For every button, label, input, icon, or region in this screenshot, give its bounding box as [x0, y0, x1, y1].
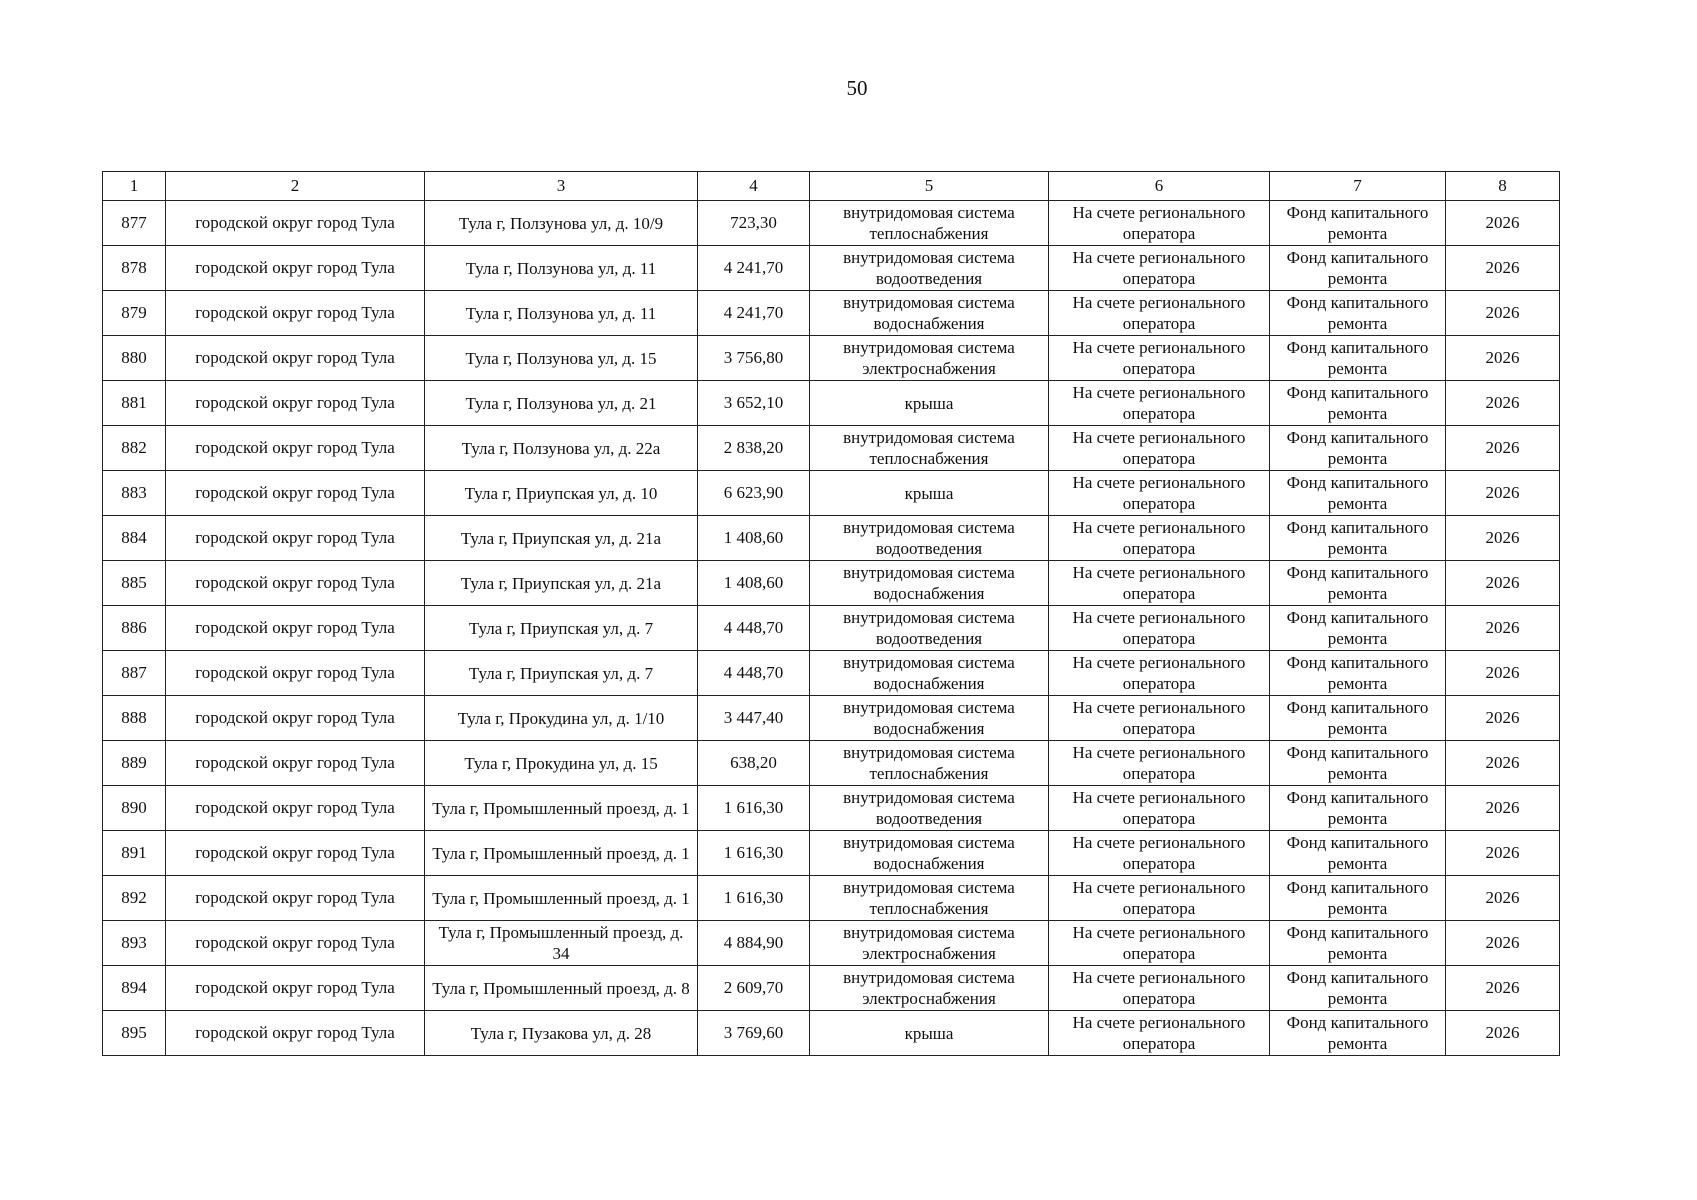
municipality-cell: городской округ город Тула — [166, 246, 425, 291]
municipality-cell: городской округ город Тула — [166, 426, 425, 471]
year-cell: 2026 — [1446, 291, 1560, 336]
funding-source-cell: Фонд капитального ремонта — [1270, 876, 1446, 921]
row-number-cell: 892 — [103, 876, 166, 921]
municipality-cell: городской округ город Тула — [166, 516, 425, 561]
header-col-area: 4 — [698, 172, 810, 201]
table-row — [103, 561, 1560, 606]
header-col-work-type: 5 — [810, 172, 1049, 201]
address-cell: Тула г, Ползунова ул, д. 11 — [425, 291, 698, 336]
area-cell: 6 623,90 — [698, 471, 810, 516]
municipality-cell: городской округ город Тула — [166, 201, 425, 246]
table-row — [103, 651, 1560, 696]
address-cell: Тула г, Ползунова ул, д. 15 — [425, 336, 698, 381]
municipality-cell: городской округ город Тула — [166, 786, 425, 831]
municipality-cell: городской округ город Тула — [166, 471, 425, 516]
funding-source-cell: Фонд капитального ремонта — [1270, 246, 1446, 291]
fund-method-cell: На счете регионального оператора — [1049, 831, 1270, 876]
address-cell: Тула г, Приупская ул, д. 21а — [425, 516, 698, 561]
area-cell: 1 408,60 — [698, 516, 810, 561]
table-row — [103, 291, 1560, 336]
fund-method-cell: На счете регионального оператора — [1049, 651, 1270, 696]
row-number-cell: 886 — [103, 606, 166, 651]
row-number-cell: 888 — [103, 696, 166, 741]
address-cell: Тула г, Промышленный проезд, д. 1 — [425, 831, 698, 876]
table-row — [103, 786, 1560, 831]
municipality-cell: городской округ город Тула — [166, 1011, 425, 1056]
area-cell: 1 616,30 — [698, 786, 810, 831]
year-cell: 2026 — [1446, 696, 1560, 741]
year-cell: 2026 — [1446, 561, 1560, 606]
funding-source-cell: Фонд капитального ремонта — [1270, 921, 1446, 966]
work-type-cell: крыша — [810, 1011, 1049, 1056]
year-cell: 2026 — [1446, 876, 1560, 921]
municipality-cell: городской округ город Тула — [166, 831, 425, 876]
funding-source-cell: Фонд капитального ремонта — [1270, 741, 1446, 786]
fund-method-cell: На счете регионального оператора — [1049, 471, 1270, 516]
table-row — [103, 471, 1560, 516]
fund-method-cell: На счете регионального оператора — [1049, 201, 1270, 246]
year-cell: 2026 — [1446, 336, 1560, 381]
year-cell: 2026 — [1446, 246, 1560, 291]
fund-method-cell: На счете регионального оператора — [1049, 381, 1270, 426]
funding-source-cell: Фонд капитального ремонта — [1270, 516, 1446, 561]
year-cell: 2026 — [1446, 381, 1560, 426]
table-body — [103, 201, 1560, 1056]
address-cell: Тула г, Прокудина ул, д. 1/10 — [425, 696, 698, 741]
row-number-cell: 879 — [103, 291, 166, 336]
area-cell: 4 241,70 — [698, 291, 810, 336]
address-cell: Тула г, Приупская ул, д. 21а — [425, 561, 698, 606]
table-row — [103, 921, 1560, 966]
row-number-cell: 883 — [103, 471, 166, 516]
fund-method-cell: На счете регионального оператора — [1049, 246, 1270, 291]
funding-source-cell: Фонд капитального ремонта — [1270, 966, 1446, 1011]
municipality-cell: городской округ город Тула — [166, 381, 425, 426]
address-cell: Тула г, Приупская ул, д. 10 — [425, 471, 698, 516]
fund-method-cell: На счете регионального оператора — [1049, 1011, 1270, 1056]
year-cell: 2026 — [1446, 1011, 1560, 1056]
year-cell: 2026 — [1446, 516, 1560, 561]
year-cell: 2026 — [1446, 741, 1560, 786]
work-type-cell: внутридомовая система водоотведения — [810, 516, 1049, 561]
address-cell: Тула г, Промышленный проезд, д. 34 — [425, 921, 698, 966]
area-cell: 3 756,80 — [698, 336, 810, 381]
table-row — [103, 696, 1560, 741]
work-type-cell: внутридомовая система водоотведения — [810, 246, 1049, 291]
municipality-cell: городской округ город Тула — [166, 561, 425, 606]
area-cell: 4 448,70 — [698, 606, 810, 651]
row-number-cell: 890 — [103, 786, 166, 831]
work-type-cell: внутридомовая система водоснабжения — [810, 696, 1049, 741]
row-number-cell: 880 — [103, 336, 166, 381]
fund-method-cell: На счете регионального оператора — [1049, 426, 1270, 471]
work-type-cell: внутридомовая система теплоснабжения — [810, 876, 1049, 921]
municipality-cell: городской округ город Тула — [166, 876, 425, 921]
header-col-year: 8 — [1446, 172, 1560, 201]
row-number-cell: 878 — [103, 246, 166, 291]
fund-method-cell: На счете регионального оператора — [1049, 966, 1270, 1011]
municipality-cell: городской округ город Тула — [166, 966, 425, 1011]
work-type-cell: внутридомовая система водоотведения — [810, 606, 1049, 651]
address-cell: Тула г, Приупская ул, д. 7 — [425, 606, 698, 651]
table-row — [103, 426, 1560, 471]
year-cell: 2026 — [1446, 831, 1560, 876]
municipality-cell: городской округ город Тула — [166, 336, 425, 381]
table-header — [103, 172, 1560, 201]
address-cell: Тула г, Промышленный проезд, д. 1 — [425, 786, 698, 831]
funding-source-cell: Фонд капитального ремонта — [1270, 201, 1446, 246]
address-cell: Тула г, Прокудина ул, д. 15 — [425, 741, 698, 786]
municipality-cell: городской округ город Тула — [166, 696, 425, 741]
row-number-cell: 877 — [103, 201, 166, 246]
work-type-cell: внутридомовая система электроснабжения — [810, 966, 1049, 1011]
header-col-municipality: 2 — [166, 172, 425, 201]
header-col-fund-method: 6 — [1049, 172, 1270, 201]
row-number-cell: 893 — [103, 921, 166, 966]
year-cell: 2026 — [1446, 966, 1560, 1011]
municipality-cell: городской округ город Тула — [166, 291, 425, 336]
table-row — [103, 831, 1560, 876]
address-cell: Тула г, Промышленный проезд, д. 1 — [425, 876, 698, 921]
row-number-cell: 881 — [103, 381, 166, 426]
municipality-cell: городской округ город Тула — [166, 651, 425, 696]
fund-method-cell: На счете регионального оператора — [1049, 786, 1270, 831]
year-cell: 2026 — [1446, 786, 1560, 831]
address-cell: Тула г, Ползунова ул, д. 10/9 — [425, 201, 698, 246]
work-type-cell: внутридомовая система водоотведения — [810, 786, 1049, 831]
table-row — [103, 606, 1560, 651]
fund-method-cell: На счете регионального оператора — [1049, 606, 1270, 651]
area-cell: 1 616,30 — [698, 876, 810, 921]
work-type-cell: внутридомовая система теплоснабжения — [810, 201, 1049, 246]
work-type-cell: внутридомовая система электроснабжения — [810, 336, 1049, 381]
address-cell: Тула г, Приупская ул, д. 7 — [425, 651, 698, 696]
funding-source-cell: Фонд капитального ремонта — [1270, 561, 1446, 606]
row-number-cell: 894 — [103, 966, 166, 1011]
work-type-cell: внутридомовая система водоснабжения — [810, 831, 1049, 876]
year-cell: 2026 — [1446, 651, 1560, 696]
address-cell: Тула г, Ползунова ул, д. 11 — [425, 246, 698, 291]
area-cell: 4 241,70 — [698, 246, 810, 291]
municipality-cell: городской округ город Тула — [166, 606, 425, 651]
table-row — [103, 1011, 1560, 1056]
fund-method-cell: На счете регионального оператора — [1049, 921, 1270, 966]
funding-source-cell: Фонд капитального ремонта — [1270, 471, 1446, 516]
funding-source-cell: Фонд капитального ремонта — [1270, 786, 1446, 831]
table-row — [103, 876, 1560, 921]
header-col-row-number: 1 — [103, 172, 166, 201]
fund-method-cell: На счете регионального оператора — [1049, 696, 1270, 741]
table-row — [103, 336, 1560, 381]
address-cell: Тула г, Промышленный проезд, д. 8 — [425, 966, 698, 1011]
area-cell: 2 609,70 — [698, 966, 810, 1011]
municipality-cell: городской округ город Тула — [166, 921, 425, 966]
municipality-cell: городской округ город Тула — [166, 741, 425, 786]
area-cell: 3 447,40 — [698, 696, 810, 741]
table-row — [103, 381, 1560, 426]
area-cell: 4 884,90 — [698, 921, 810, 966]
row-number-cell: 887 — [103, 651, 166, 696]
table-row — [103, 516, 1560, 561]
area-cell: 3 769,60 — [698, 1011, 810, 1056]
area-cell: 723,30 — [698, 201, 810, 246]
row-number-cell: 895 — [103, 1011, 166, 1056]
header-row — [103, 172, 1560, 201]
table-row — [103, 201, 1560, 246]
work-type-cell: внутридомовая система теплоснабжения — [810, 426, 1049, 471]
year-cell: 2026 — [1446, 471, 1560, 516]
year-cell: 2026 — [1446, 426, 1560, 471]
area-cell: 3 652,10 — [698, 381, 810, 426]
year-cell: 2026 — [1446, 606, 1560, 651]
area-cell: 4 448,70 — [698, 651, 810, 696]
funding-source-cell: Фонд капитального ремонта — [1270, 651, 1446, 696]
fund-method-cell: На счете регионального оператора — [1049, 561, 1270, 606]
work-type-cell: внутридомовая система электроснабжения — [810, 921, 1049, 966]
work-type-cell: крыша — [810, 471, 1049, 516]
row-number-cell: 884 — [103, 516, 166, 561]
address-cell: Тула г, Пузакова ул, д. 28 — [425, 1011, 698, 1056]
work-type-cell: внутридомовая система теплоснабжения — [810, 741, 1049, 786]
table-row — [103, 246, 1560, 291]
row-number-cell: 882 — [103, 426, 166, 471]
area-cell: 638,20 — [698, 741, 810, 786]
funding-source-cell: Фонд капитального ремонта — [1270, 291, 1446, 336]
header-col-funding-source: 7 — [1270, 172, 1446, 201]
address-cell: Тула г, Ползунова ул, д. 21 — [425, 381, 698, 426]
funding-source-cell: Фонд капитального ремонта — [1270, 336, 1446, 381]
row-number-cell: 891 — [103, 831, 166, 876]
fund-method-cell: На счете регионального оператора — [1049, 876, 1270, 921]
funding-source-cell: Фонд капитального ремонта — [1270, 831, 1446, 876]
funding-source-cell: Фонд капитального ремонта — [1270, 606, 1446, 651]
page-number: 50 — [846, 76, 868, 100]
funding-source-cell: Фонд капитального ремонта — [1270, 426, 1446, 471]
fund-method-cell: На счете регионального оператора — [1049, 516, 1270, 561]
work-type-cell: крыша — [810, 381, 1049, 426]
year-cell: 2026 — [1446, 921, 1560, 966]
header-col-address: 3 — [425, 172, 698, 201]
work-type-cell: внутридомовая система водоснабжения — [810, 561, 1049, 606]
fund-method-cell: На счете регионального оператора — [1049, 291, 1270, 336]
fund-method-cell: На счете регионального оператора — [1049, 741, 1270, 786]
funding-source-cell: Фонд капитального ремонта — [1270, 696, 1446, 741]
capital-repair-table — [102, 171, 1560, 1056]
work-type-cell: внутридомовая система водоснабжения — [810, 291, 1049, 336]
area-cell: 1 408,60 — [698, 561, 810, 606]
funding-source-cell: Фонд капитального ремонта — [1270, 1011, 1446, 1056]
work-type-cell: внутридомовая система водоснабжения — [810, 651, 1049, 696]
row-number-cell: 885 — [103, 561, 166, 606]
address-cell: Тула г, Ползунова ул, д. 22а — [425, 426, 698, 471]
row-number-cell: 889 — [103, 741, 166, 786]
area-cell: 2 838,20 — [698, 426, 810, 471]
funding-source-cell: Фонд капитального ремонта — [1270, 381, 1446, 426]
fund-method-cell: На счете регионального оператора — [1049, 336, 1270, 381]
year-cell: 2026 — [1446, 201, 1560, 246]
table-row — [103, 741, 1560, 786]
area-cell: 1 616,30 — [698, 831, 810, 876]
table-row — [103, 966, 1560, 1011]
